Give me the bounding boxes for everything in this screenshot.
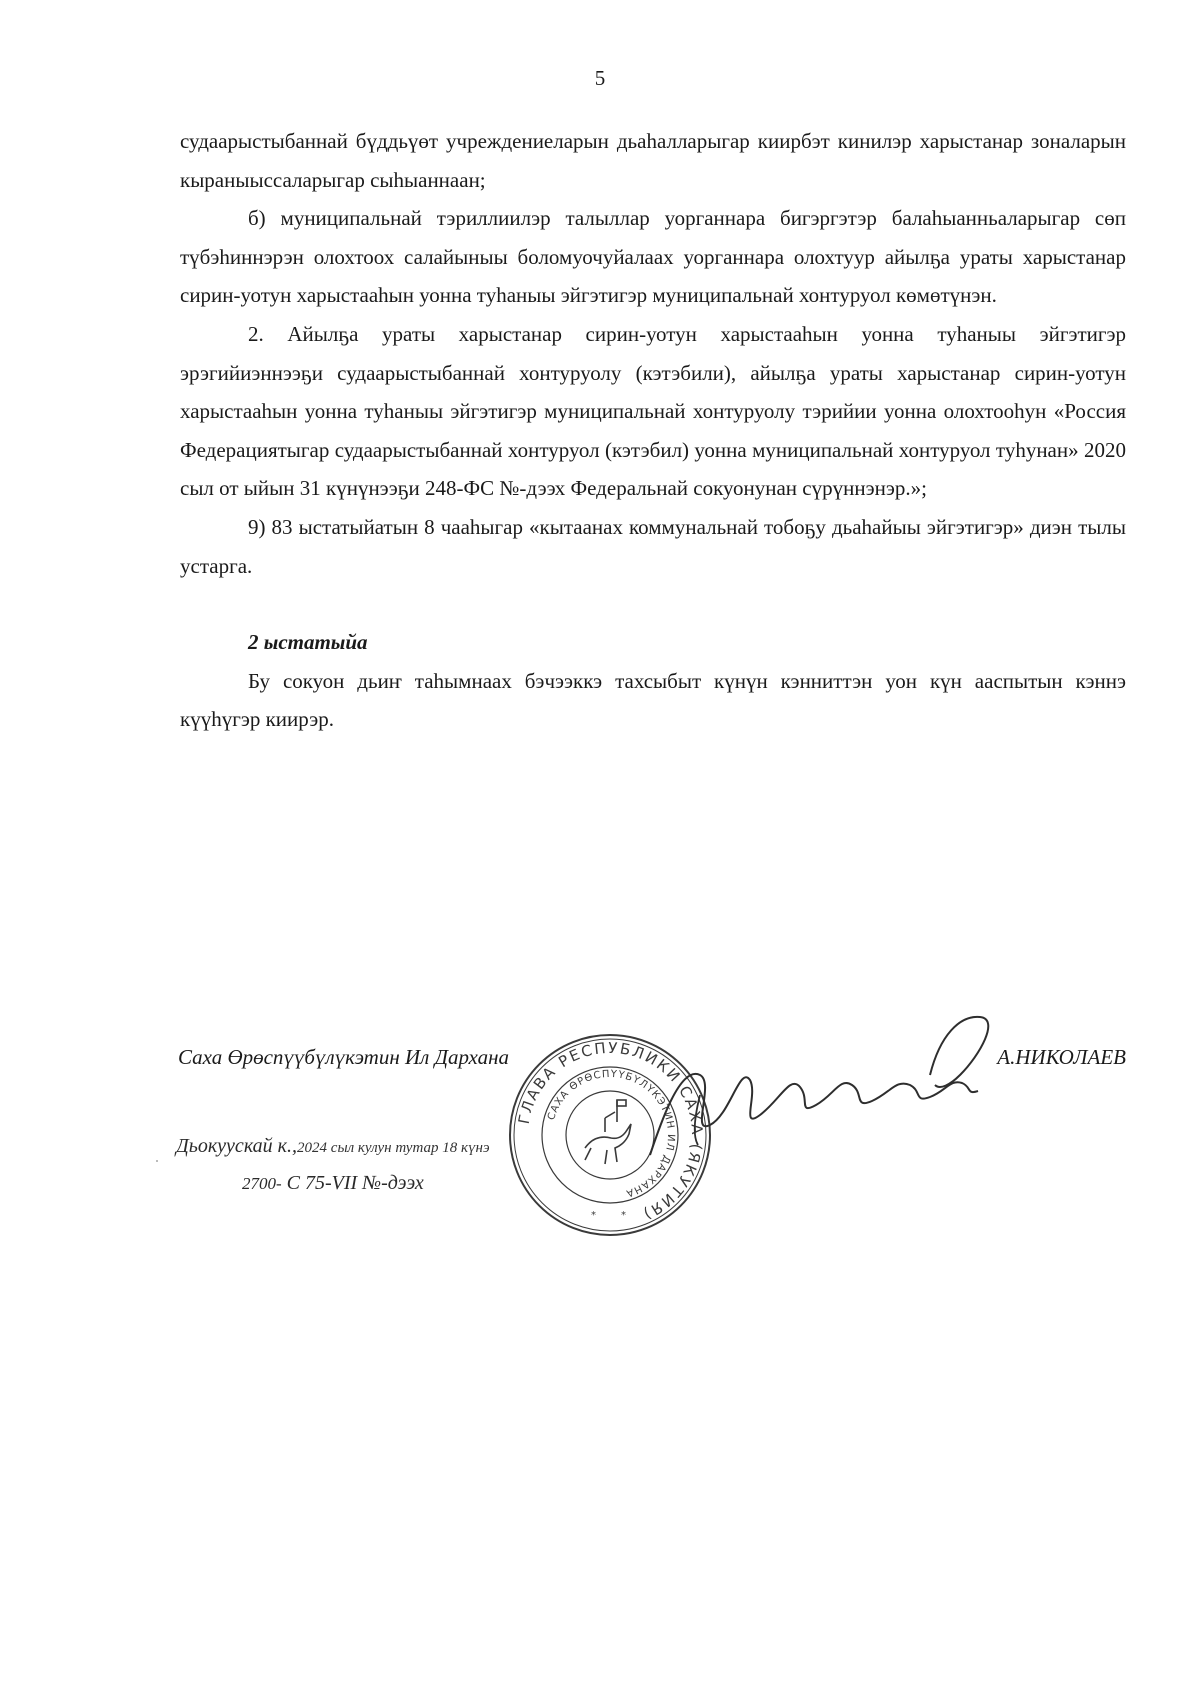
section-spacer (180, 585, 1126, 623)
signatory-title: Саха Өрөспүүбүлүкэтин Ил Дархана (178, 1045, 509, 1069)
law-number-text: С 75-VII №-дээх (286, 1172, 424, 1194)
scan-artifact (156, 1160, 158, 1162)
paragraph-continuation: судаарыстыбаннай бүддьүөт учреждениеларын дьаhалларыгар киирбэт кинилэр харыстанар зоналарын кыраныыссаларыгар сыhыаннаан; (180, 129, 1126, 192)
handwritten-date: 2024 сыл кулун тутар 18 күнэ (297, 1140, 490, 1156)
signatory-name: А.НИКОЛАЕВ (997, 1045, 1126, 1069)
document-body (180, 122, 1126, 739)
seal-outer-textpath: ГЛАВА РЕСПУБЛИКИ САХА (ЯКУТИЯ) (514, 1038, 707, 1224)
article-heading: 2 ыстатыйа (248, 630, 368, 655)
paragraph-item-b: б) муниципальнай тэриллиилэр талыллар уорганнара бигэргэтэр балаhыанньаларыгар сөп түбэhиннэрэн олохтоох салайыныы боломуочуйалаах уорганнара олохтуур айылҕа ураты харыстанар сирин-уотун харыстааhын уонна туhаныы эйгэтигэр муниципальнай хонтуруол көмөтүнэн. (180, 206, 1126, 308)
law-number-line (242, 1172, 424, 1195)
place-date-line (176, 1135, 490, 1158)
paragraph-item-2: 2. Айылҕа ураты харыстанар сирин-уотун харыстааhын уонна туhаныы эйгэтигэр эрэгийиэннээҕи судаарыстыбаннай хонтуруолу (кэтэбили), айылҕа ураты харыстанар сирин-уотун харыстааhын уонна туhаныы эйгэтигэр муниципальнай хонтуруолу тэрийии уонна олохтооhун «Россия Федерациятыгар судаарыстыбаннай хонтуруол (кэтэбил) уонна муниципальнай хонтуруол туhунан» 2020 сыл от ыйын 31 күнүнээҕи 248-ФС №-дээх Федеральнай сокуонунан сүрүннэнэр.»; (180, 321, 1126, 501)
place-prefix: Дьокуускай к., (176, 1135, 298, 1157)
handwritten-number: 2700- (242, 1174, 282, 1193)
article-text: Бу сокуон дьиҥ таhымнаах бэчээккэ тахсыбыт күнүн кэнниттэн уон күн ааспытын кэннэ күүhүгэр киирэр. (180, 668, 1126, 732)
seal-inner-textpath: САХА ӨРӨСПҮҮБҮЛҮКЭТИН ИЛ ДАРХАНА (546, 1068, 677, 1199)
page-number: 5 (594, 66, 606, 90)
paragraph-item-9: 9) 83 ыстатыйатын 8 чааhыгар «кытаанах коммунальнай тобоҕу дьаhайыы эйгэтигэр» диэн тылы устарга. (180, 514, 1126, 578)
seal-emblem-icon (585, 1100, 631, 1164)
handwritten-signature-icon (640, 1005, 1040, 1165)
seal-star-left-icon: * (591, 1210, 596, 1221)
seal-star-right-icon: * (621, 1210, 626, 1221)
